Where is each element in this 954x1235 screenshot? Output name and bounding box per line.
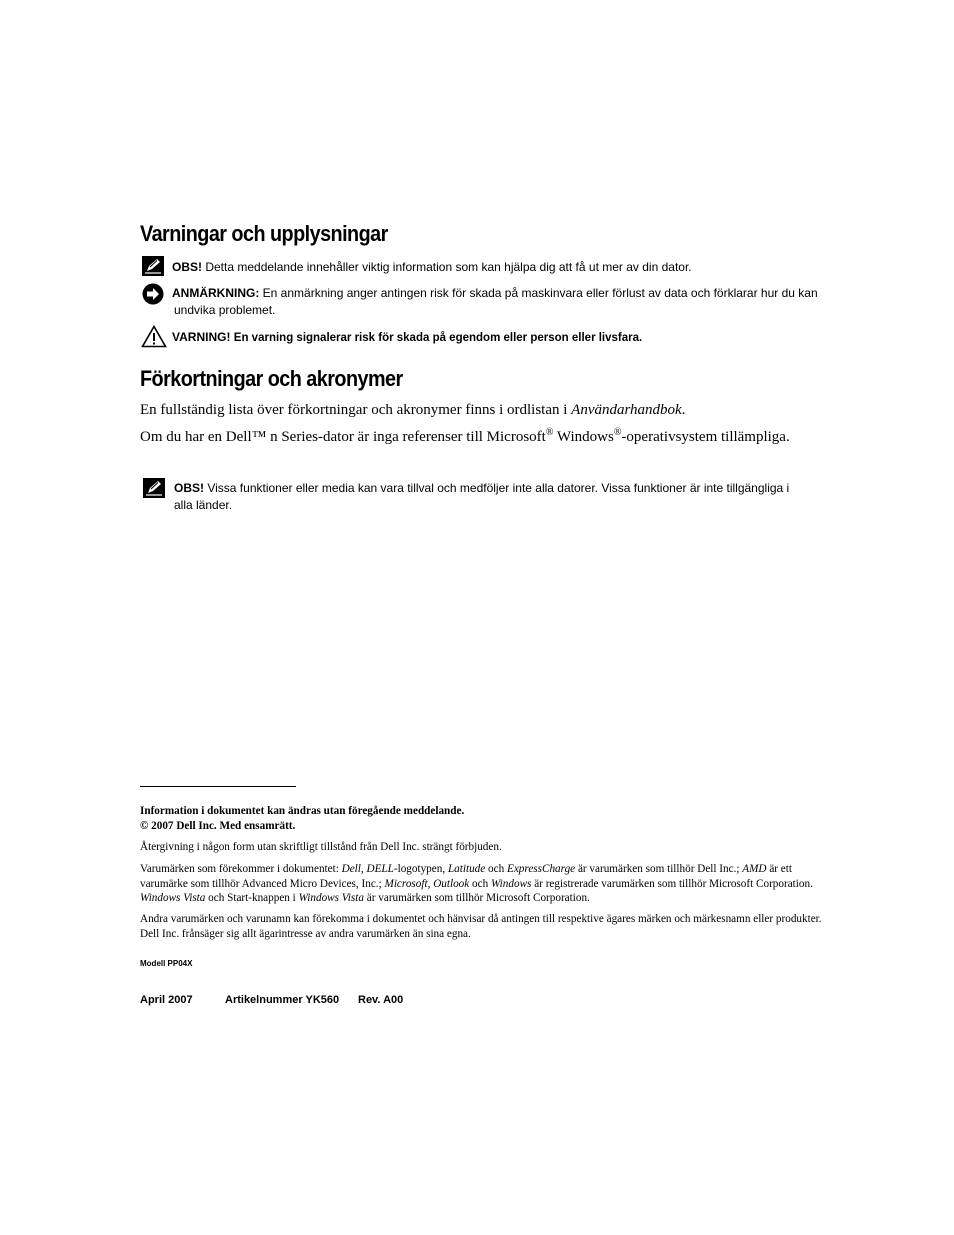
footer-date: April 2007 xyxy=(140,994,193,1006)
anm-note xyxy=(172,285,818,302)
obs-label: OBS! xyxy=(172,260,202,274)
footer-notice xyxy=(140,804,840,833)
anm-text-1: En anmärkning anger antingen risk för skada på maskinvara eller förlust av data och förklarar hur du kan xyxy=(262,286,818,300)
note-pencil-icon xyxy=(142,256,164,276)
warn-text: En varning signalerar risk för skada på egendom eller person eller livsfara. xyxy=(233,332,643,344)
obs2-label: OBS! xyxy=(174,481,204,495)
warn-note xyxy=(172,329,642,347)
footer-other-trademarks: Andra varumärken och varunamn kan förekomma i dokumentet och hänvisar då antingen till respektive ägares märken och märkesnamn eller produkter. Dell Inc. frånsäger sig allt ägarintresse av andra varumärken än sina egna. xyxy=(140,913,822,940)
warning-triangle-icon xyxy=(141,325,167,348)
footer-part-number: Artikelnummer YK560 xyxy=(225,994,340,1006)
notice-arrow-icon xyxy=(142,283,164,305)
obs2-text-1: Vissa funktioner eller media kan vara tillval och medföljer inte alla datorer. Vissa funktioner är inte tillgängliga i xyxy=(207,481,790,495)
registered-mark-2: ® xyxy=(613,427,622,438)
para2-text-a: Om du har en Dell™ n Series-dator är inga referenser till Microsoft xyxy=(140,429,546,445)
para1-text: En fullständig lista över förkortningar och akronymer finns i ordlistan i xyxy=(140,402,572,418)
anm-text-2: undvika problemet. xyxy=(174,303,276,317)
obs-note xyxy=(172,259,692,276)
obs2-text-2: alla länder. xyxy=(174,498,233,512)
obs2-note xyxy=(174,480,789,497)
heading-warnings: Varningar och upplysningar xyxy=(140,221,388,246)
footer-copyright: © 2007 Dell Inc. Med ensamrätt. xyxy=(140,819,296,832)
para2-text-b: Windows xyxy=(553,429,614,445)
obs-text: Detta meddelande innehåller viktig information som kan hjälpa dig att få ut mer av din dator. xyxy=(205,260,692,274)
footer-change-notice: Information i dokumentet kan ändras utan föregående meddelande. xyxy=(140,805,465,817)
para-abbreviations xyxy=(140,402,685,419)
warn-label: VARNING! xyxy=(172,330,231,344)
footer-revision: Rev. A00 xyxy=(358,994,404,1006)
note-pencil-icon xyxy=(143,478,165,498)
model-number: Modell PP04X xyxy=(140,959,193,968)
footer-reproduction: Återgivning i någon form utan skriftligt tillstånd från Dell Inc. strängt förbjuden. xyxy=(140,841,502,853)
anm-label: ANMÄRKNING: xyxy=(172,286,260,300)
para-dell-n-series xyxy=(140,427,790,446)
footer-divider xyxy=(140,786,296,787)
heading-abbreviations: Förkortningar och akronymer xyxy=(140,366,403,391)
para2-text-c: -operativsystem tillämpliga. xyxy=(621,429,790,445)
para1-end: . xyxy=(681,402,686,418)
footer-trademarks: Varumärken som förekommer i dokumentet: Dell, DELL-logotypen, Latitude och ExpressCharge är varumärken som tillhör Dell Inc.; AMD är ett varumärke som tillhör Advanced Micro Devices, Inc.; Microsoft, Outlook och Windows är registrerade varumärken som tillhör Microsoft Corporation. Windows Vista och Start-knappen i Windows Vista är varumärken som tillhör Microsoft Corporation. xyxy=(140,863,813,904)
user-guide-title: Användarhandbok xyxy=(571,402,682,418)
registered-mark-1: ® xyxy=(545,427,554,438)
